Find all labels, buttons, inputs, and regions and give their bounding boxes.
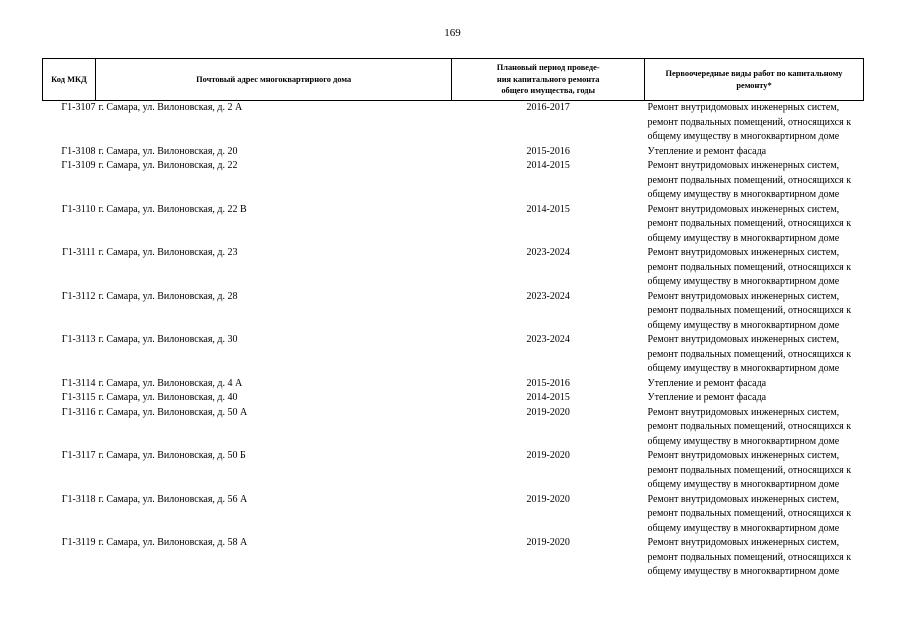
works-line: Ремонт внутридомовых инженерных систем, (647, 450, 840, 461)
works-line: Ремонт внутридомовых инженерных систем, (647, 247, 840, 258)
period-cell: 2014-2015 (526, 203, 570, 215)
header-works-line: ремонту* (736, 80, 772, 90)
period-cell: 2019-2020 (526, 406, 570, 418)
mkd-code-cell: Г1-3112 (61, 290, 96, 302)
period-cell: 2019-2020 (526, 537, 570, 548)
period-cell: 2019-2020 (526, 450, 570, 461)
period-cell: 2019-2020 (526, 493, 570, 505)
works-line: Утепление и ремонт фасада (647, 392, 767, 403)
period-cell: 2023-2024 (526, 290, 570, 302)
address-cell: г. Самара, ул. Вилоновская, д. 28 (98, 290, 238, 302)
address-cell: г. Самара, ул. Вилоновская, д. 50 А (98, 406, 248, 418)
mkd-code-cell: Г1-3119 (61, 537, 96, 548)
period-cell: 2015-2016 (526, 145, 570, 157)
mkd-code-cell: Г1-3118 (61, 493, 96, 505)
works-cell (645, 159, 864, 203)
works-cell (645, 377, 864, 392)
header-period-line: Плановый период проведе- (496, 63, 600, 73)
table-row (43, 290, 864, 334)
works-cell (645, 449, 864, 493)
works-cell (645, 391, 864, 406)
works-line: Ремонт внутридомовых инженерных систем, (647, 160, 840, 171)
address-cell: г. Самара, ул. Вилоновская, д. 56 А (98, 493, 248, 505)
works-line: общему имуществу в многоквартирном доме (647, 276, 840, 287)
table-row (43, 377, 864, 392)
works-line: ремонт подвальных помещений, относящихся к (647, 551, 852, 563)
mkd-code-cell: Г1-3109 (61, 160, 96, 171)
header-period-line: общего имущества, годы (501, 86, 596, 96)
table-row (43, 145, 864, 160)
repair-schedule-table (42, 58, 864, 580)
works-cell (645, 406, 864, 450)
period-cell: 2016-2017 (526, 102, 570, 113)
address-cell: г. Самара, ул. Вилоновская, д. 20 (98, 145, 238, 157)
mkd-code-cell: Г1-3114 (61, 377, 96, 389)
works-line: общему имуществу в многоквартирном доме (647, 435, 840, 447)
address-cell: г. Самара, ул. Вилоновская, д. 58 А (98, 537, 248, 548)
mkd-code-cell: Г1-3113 (61, 334, 96, 345)
table-row (43, 536, 864, 580)
works-cell (645, 493, 864, 537)
works-cell (645, 145, 864, 160)
works-line: Ремонт внутридомовых инженерных систем, (647, 203, 840, 215)
period-cell: 2014-2015 (526, 392, 570, 403)
works-line: ремонт подвальных помещений, относящихся к (647, 508, 852, 519)
address-cell: г. Самара, ул. Вилоновская, д. 50 Б (98, 450, 246, 461)
mkd-code-cell: Г1-3117 (61, 450, 96, 461)
works-line: Ремонт внутридомовых инженерных систем, (647, 406, 840, 418)
address-cell: г. Самара, ул. Вилоновская, д. 23 (98, 247, 238, 258)
table-row (43, 101, 864, 145)
table-row (43, 203, 864, 247)
mkd-code-cell: Г1-3116 (61, 406, 96, 418)
works-line: ремонт подвальных помещений, относящихся к (647, 174, 852, 186)
works-line: Ремонт внутридомовых инженерных систем, (647, 290, 840, 302)
works-line: общему имуществу в многоквартирном доме (647, 566, 840, 577)
table-row (43, 493, 864, 537)
period-cell: 2023-2024 (526, 334, 570, 345)
address-cell: г. Самара, ул. Вилоновская, д. 30 (98, 334, 238, 345)
works-cell (645, 290, 864, 334)
table-header (43, 59, 864, 101)
header-code: Код МКД (43, 59, 96, 101)
address-cell: г. Самара, ул. Вилоновская, д. 22 В (98, 203, 247, 215)
period-cell: 2023-2024 (526, 247, 570, 258)
header-period-line: ния капитального ремонта (496, 74, 600, 84)
address-cell: г. Самара, ул. Вилоновская, д. 22 (98, 160, 238, 171)
address-cell: г. Самара, ул. Вилоновская, д. 40 (98, 392, 238, 403)
works-line: ремонт подвальных помещений, относящихся к (647, 261, 852, 273)
works-cell (645, 536, 864, 580)
works-line: общему имуществу в многоквартирном доме (647, 479, 840, 490)
works-line: общему имуществу в многоквартирном доме (647, 319, 840, 331)
works-line: Ремонт внутридомовых инженерных систем, (647, 493, 840, 505)
works-cell (645, 203, 864, 247)
table-row (43, 333, 864, 377)
mkd-code-cell: Г1-3115 (61, 392, 96, 403)
table-row (43, 406, 864, 450)
works-line: ремонт подвальных помещений, относящихся к (647, 116, 852, 128)
works-line: общему имуществу в многоквартирном доме (647, 363, 840, 374)
works-line: общему имуществу в многоквартирном доме (647, 232, 840, 244)
table-row (43, 159, 864, 203)
mkd-code-cell: Г1-3111 (62, 247, 96, 258)
works-line: общему имуществу в многоквартирном доме (647, 522, 840, 534)
works-line: Ремонт внутридомовых инженерных систем, (647, 537, 840, 548)
header-address: Почтовый адрес многоквартирного дома (95, 59, 451, 101)
period-cell: 2015-2016 (526, 377, 570, 389)
table-row (43, 449, 864, 493)
mkd-code-cell: Г1-3107 (61, 102, 96, 113)
page-number: 169 (444, 27, 461, 39)
address-cell: г. Самара, ул. Вилоновская, д. 2 А (98, 102, 243, 113)
works-line: Ремонт внутридомовых инженерных систем, (647, 334, 840, 345)
works-line: Ремонт внутридомовых инженерных систем, (647, 102, 840, 113)
works-line: ремонт подвальных помещений, относящихся к (647, 305, 852, 316)
works-line: ремонт подвальных помещений, относящихся к (647, 421, 852, 432)
works-line: общему имуществу в многоквартирном доме (647, 189, 840, 200)
works-line: ремонт подвальных помещений, относящихся к (647, 464, 852, 476)
header-works-line: Первоочередные виды работ по капитальному (665, 69, 843, 78)
table-body (43, 101, 864, 580)
header-period (452, 59, 645, 101)
mkd-code-cell: Г1-3110 (61, 203, 96, 215)
header-works (645, 59, 864, 101)
works-cell (645, 333, 864, 377)
works-line: ремонт подвальных помещений, относящихся к (647, 348, 852, 360)
address-cell: г. Самара, ул. Вилоновская, д. 4 А (98, 377, 243, 389)
table-row (43, 391, 864, 406)
table-row (43, 246, 864, 290)
works-line: ремонт подвальных помещений, относящихся к (647, 218, 852, 229)
works-line: Утепление и ремонт фасада (647, 377, 767, 389)
mkd-code-cell: Г1-3108 (61, 145, 96, 157)
works-line: общему имуществу в многоквартирном доме (647, 131, 840, 142)
works-line: Утепление и ремонт фасада (647, 145, 767, 157)
works-cell (645, 246, 864, 290)
period-cell: 2014-2015 (526, 160, 570, 171)
works-cell (645, 101, 864, 145)
header-row (43, 59, 864, 101)
